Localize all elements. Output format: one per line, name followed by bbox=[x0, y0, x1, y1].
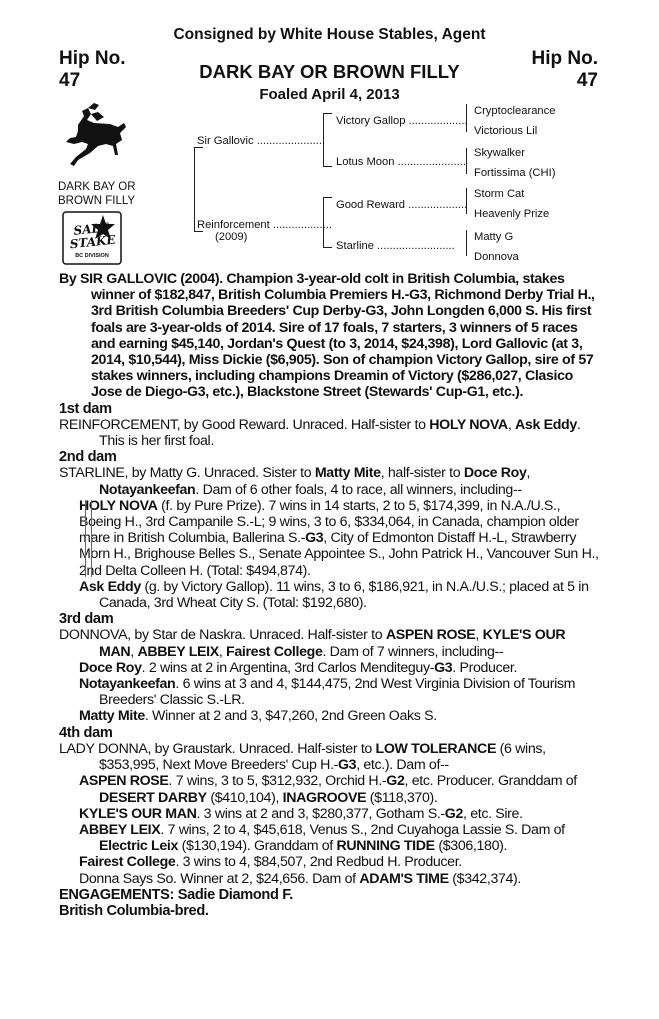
engagements: ENGAGEMENTS: Sadie Diamond F. bbox=[59, 886, 293, 903]
racehorse-icon bbox=[58, 100, 132, 180]
second-dam-heading: 2nd dam bbox=[59, 449, 117, 466]
pedigree-sire-dam: Lotus Moon ...................... bbox=[336, 156, 466, 168]
hip-label: Hip No. bbox=[531, 48, 598, 69]
pedigree-ggp: Victorious Lil bbox=[474, 125, 538, 137]
color-label: DARK BAY OR BROWN FILLY bbox=[58, 181, 136, 207]
third-dam-heading: 3rd dam bbox=[59, 611, 114, 628]
horse-description: DARK BAY OR BROWN FILLY bbox=[199, 61, 460, 82]
pedigree-dam-year: (2009) bbox=[215, 231, 248, 243]
pedigree-ggp: Skywalker bbox=[474, 147, 525, 159]
pedigree-ggp: Donnova bbox=[474, 251, 519, 263]
produce-fairest-college: Fairest College. 3 wins to 4, $84,507, 2nd Redbud H. Producer. bbox=[79, 854, 462, 871]
produce-abbey-leix: ABBEY LEIX. 7 wins, 2 to 4, $45,618, Venus S., 2nd Cuyahoga Lassie S. Dam of Electric Leix ($130,194). Granddam of RUNNING TIDE ($306,180). bbox=[79, 821, 565, 855]
pedigree-ggp: Fortissima (CHI) bbox=[474, 167, 556, 179]
hip-label: Hip No. bbox=[59, 48, 126, 69]
pedigree-dam-dam: Starline ......................... bbox=[336, 240, 455, 252]
pedigree-dam: Reinforcement ................... bbox=[197, 219, 332, 231]
pedigree-ggp: Matty G bbox=[474, 231, 514, 243]
pedigree-dam-sire: Good Reward ................... bbox=[336, 199, 468, 211]
produce-kyles-our-man: KYLE'S OUR MAN. 3 wins at 2 and 3, $280,377, Gotham S.-G2, etc. Sire. bbox=[79, 805, 523, 822]
produce-record bbox=[59, 498, 600, 579]
nested-bar bbox=[85, 500, 92, 577]
produce-notayankeefan: Notayankeefan. 6 wins at 3 and 4, $144,475, 2nd West Virginia Division of Tourism Breeders' Classic S.-LR. bbox=[79, 676, 576, 709]
hip-number: 47 bbox=[59, 70, 81, 91]
catalog-body bbox=[59, 271, 600, 919]
fourth-dam-paragraph: LADY DONNA, by Graustark. Unraced. Half-sister to LOW TOLERANCE (6 wins, $353,995, Next Move Breeders' Cup H.-G3, etc.). Dam of-- bbox=[59, 740, 546, 774]
pedigree-ggp: Heavenly Prize bbox=[474, 208, 550, 220]
produce-matty-mite: Matty Mite. Winner at 2 and 3, $47,260, 2nd Green Oaks S. bbox=[79, 708, 437, 725]
sire-paragraph: By SIR GALLOVIC (2004). Champion 3-year-old colt in British Columbia, stakes winner of $182,847, British Columbia Premiers H.-G3, Richmond Derby Trial H., 3rd British Columbia Breeders' Cup Derby-G3, John Longden 6,000 S. His first foals are 3-year-olds of 2014. Sire of 17 foals, 7 starters, 3 winners of 5 races and earning $45,140, Jordan's Quest (to 3, 2014, $24,398), Lord Gallovic (at 3, 2014, $10,544), Miss Dickie ($6,905). Son of champion Victory Gallop, sire of 57 stakes winners, including champions Dreamin of Victory ($286,027, Clasico Jose de Diego-G3, etc.), Blackstone Street (Stewards' Cup-G1, etc.). bbox=[59, 271, 595, 401]
first-dam-paragraph: REINFORCEMENT, by Good Reward. Unraced. Half-sister to HOLY NOVA, Ask Eddy. This is her first foal. bbox=[59, 416, 581, 450]
produce-aspen-rose: ASPEN ROSE. 7 wins, 3 to 5, $312,932, Orchid H.-G2, etc. Producer. Granddam of DESERT DARBY ($410,104), INAGROOVE ($118,370). bbox=[79, 773, 577, 806]
first-dam-heading: 1st dam bbox=[59, 400, 112, 417]
badge-subtitle: BC DIVISION bbox=[75, 253, 109, 259]
sale-stake-badge bbox=[62, 211, 122, 265]
foaled-date: Foaled April 4, 2013 bbox=[259, 86, 400, 103]
hip-number: 47 bbox=[576, 70, 598, 91]
produce-ask-eddy: Ask Eddy (g. by Victory Gallop). 11 wins, 3 to 6, $186,921, in N.A./U.S.; placed at 5 in Canada, 3rd Wheat City S. (Total: $192,680). bbox=[79, 578, 589, 612]
badge-title: SALE STAKE bbox=[69, 220, 117, 252]
produce-doce-roy: Doce Roy. 2 wins at 2 in Argentina, 3rd Carlos Menditeguy-G3. Producer. bbox=[79, 659, 518, 676]
consignor-line: Consigned by White House Stables, Agent bbox=[173, 26, 486, 43]
state-bred: British Columbia-bred. bbox=[59, 902, 209, 919]
pedigree-ggp: Storm Cat bbox=[474, 188, 525, 200]
pedigree-sire: Sir Gallovic ...................... bbox=[197, 135, 326, 147]
second-dam-paragraph: STARLINE, by Matty G. Unraced. Sister to Matty Mite, half-sister to Doce Roy, Notayankeefan. Dam of 6 other foals, 4 to race, all winners, including-- bbox=[59, 465, 531, 498]
produce-holy-nova: HOLY NOVA (f. by Pure Prize). 7 wins in 14 starts, 2 to 5, $174,399, in N.A./U.S., Boeing H., 3rd Campanile S.-L; 9 wins, 3 to 6, $334,064, in Canada, champion older mare in British Columbia, Ballerina S.-G3, City of Edmonton Distaff H.-L, Strawberry Morn H., Brighouse Belles S., Senate Appointee S., John Patrick H., Vancouver Sun H., 2nd Delta Colleen H. (Total: $494,874). bbox=[79, 497, 599, 579]
pedigree-sire-sire: Victory Gallop ................... bbox=[336, 115, 468, 127]
produce-donna-says-so: Donna Says So. Winner at 2, $24,656. Dam of ADAM'S TIME ($342,374). bbox=[79, 870, 522, 887]
pedigree-ggp: Cryptoclearance bbox=[474, 105, 556, 117]
third-dam-paragraph: DONNOVA, by Star de Naskra. Unraced. Half-sister to ASPEN ROSE, KYLE'S OUR MAN, ABBEY LEIX, Fairest College. Dam of 7 winners, including-- bbox=[59, 627, 566, 660]
fourth-dam-heading: 4th dam bbox=[59, 724, 113, 741]
